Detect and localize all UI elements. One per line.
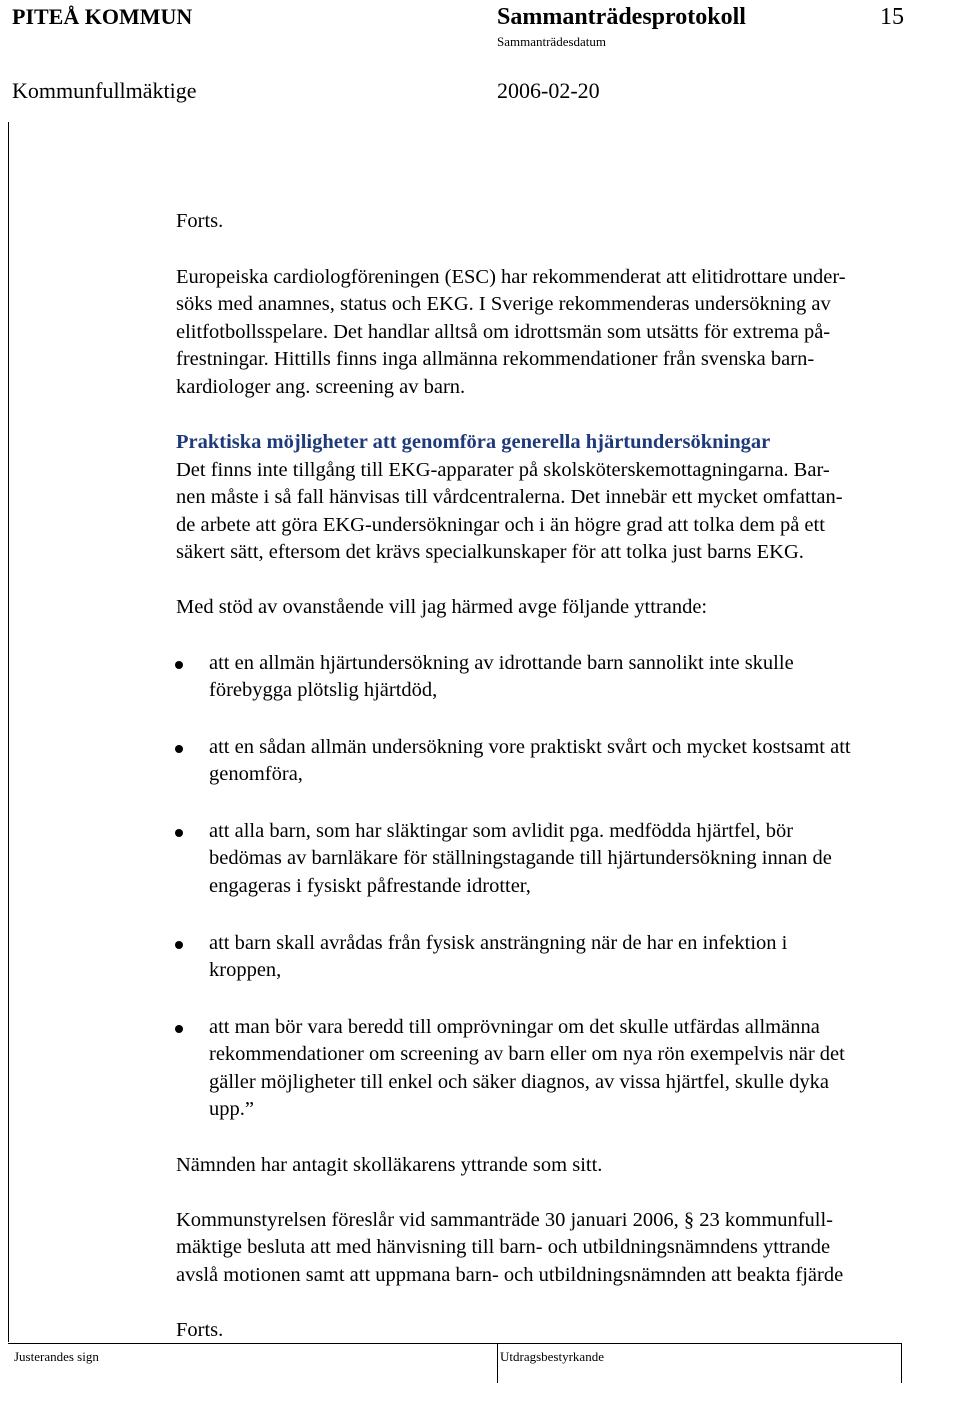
bullet-dot <box>175 1025 183 1033</box>
utdragsbestyrkande-label: Utdragsbestyrkande <box>500 1349 604 1364</box>
forts-top: Forts. <box>176 210 224 232</box>
bullet-line: att barn skall avrådas från fysisk ansträngning när de har en infektion i <box>209 932 788 954</box>
bullet-dot <box>175 941 183 949</box>
section-heading: Praktiska möjligheter att genomföra generella hjärtundersökningar <box>176 431 771 453</box>
document-title: Sammanträdesprotokoll <box>497 4 746 30</box>
bullet-item <box>209 930 787 985</box>
date-label: Sammanträdesdatum <box>497 34 607 49</box>
bullet-item <box>209 1014 845 1124</box>
footer-divider <box>497 1343 498 1383</box>
paragraph-kommunstyrelsen <box>176 1207 956 1289</box>
bullet-item <box>209 734 851 789</box>
intro-statement: Med stöd av ovanstående vill jag härmed avge följande yttrande: <box>176 596 708 618</box>
footer-divider <box>901 1343 902 1383</box>
bullet-line: rekommendationer om screening av barn eller om nya rön exempelvis när det <box>209 1043 845 1066</box>
forts-bottom: Forts. <box>176 1319 224 1341</box>
left-margin-rule <box>8 122 9 1342</box>
bullet-dot <box>175 829 183 837</box>
paragraph-nämnden: Nämnden har antagit skolläkarens yttrande som sitt. <box>176 1154 603 1176</box>
bullet-line: att en allmän hjärtundersökning av idrottande barn sannolikt inte skulle <box>209 652 794 674</box>
paragraph-line: mäktige besluta att med hänvisning till barn- och utbildningsnämndens yttrande <box>176 1236 831 1259</box>
paragraph-line: elitfotbollsspelare. Det handlar alltså om idrottsmän som utsätts för extrema på- <box>176 320 831 343</box>
paragraph-line: frestningar. Hittills finns inga allmänna rekommendationer från svenska barn- <box>176 348 815 371</box>
bullet-line: upp.” <box>209 1098 254 1121</box>
bullet-dot <box>175 661 183 669</box>
paragraph-line: söks med anamnes, status och EKG. I Sverige rekommenderas undersökning av <box>176 293 831 316</box>
paragraph-line: Europeiska cardiologföreningen (ESC) har rekommenderat att elitidrottare under- <box>176 266 846 288</box>
page-number: 15 <box>880 4 904 30</box>
paragraph-line: Kommunstyrelsen föreslår vid sammanträde 30 januari 2006, § 23 kommunfull- <box>176 1209 834 1231</box>
justerandes-sign-label: Justerandes sign <box>14 1349 99 1364</box>
paragraph-line: Det finns inte tillgång till EKG-apparater på skolsköterskemottagningarna. Bar- <box>176 459 830 481</box>
bullet-line: att alla barn, som har släktingar som avlidit pga. medfödda hjärtfel, bör <box>209 820 794 842</box>
bullet-line: att man bör vara beredd till omprövningar om det skulle utfärdas allmänna <box>209 1016 820 1038</box>
paragraph-line: avslå motionen samt att uppmana barn- och utbildningsnämnden att beakta fjärde <box>176 1263 844 1286</box>
bullet-line: genomföra, <box>209 763 303 786</box>
bullet-line: att en sådan allmän undersökning vore praktiskt svårt och mycket kostsamt att <box>209 736 851 758</box>
paragraph-practical <box>176 457 956 567</box>
bullet-line: gäller möjligheter till enkel och säker diagnos, av vissa hjärtfel, skulle dyka <box>209 1070 829 1093</box>
bullet-line: förebygga plötslig hjärtdöd, <box>209 679 438 702</box>
body-name: Kommunfullmäktige <box>12 78 197 103</box>
bullet-dot <box>175 745 183 753</box>
bullet-line: bedömas av barnläkare för ställningstagande till hjärtundersökning innan de <box>209 847 832 870</box>
meeting-date: 2006-02-20 <box>497 78 600 103</box>
footer-rule <box>8 1343 901 1344</box>
bullet-item <box>209 818 832 900</box>
bullet-line: engageras i fysiskt påfrestande idrotter, <box>209 874 531 897</box>
paragraph-line: kardiologer ang. screening av barn. <box>176 375 466 398</box>
paragraph-line: de arbete att göra EKG-undersökningar och i än högre grad att tolka dem på ett <box>176 513 825 536</box>
paragraph-line: nen måste i så fall hänvisas till vårdcentralerna. Det innebär ett mycket omfattan- <box>176 486 843 509</box>
paragraph-line: säkert sätt, eftersom det krävs specialkunskaper för att tolka just barns EKG. <box>176 541 804 564</box>
bullet-item <box>209 650 794 705</box>
org-name: PITEÅ KOMMUN <box>12 4 193 29</box>
bullet-line: kroppen, <box>209 959 282 982</box>
paragraph-esc <box>176 264 956 401</box>
